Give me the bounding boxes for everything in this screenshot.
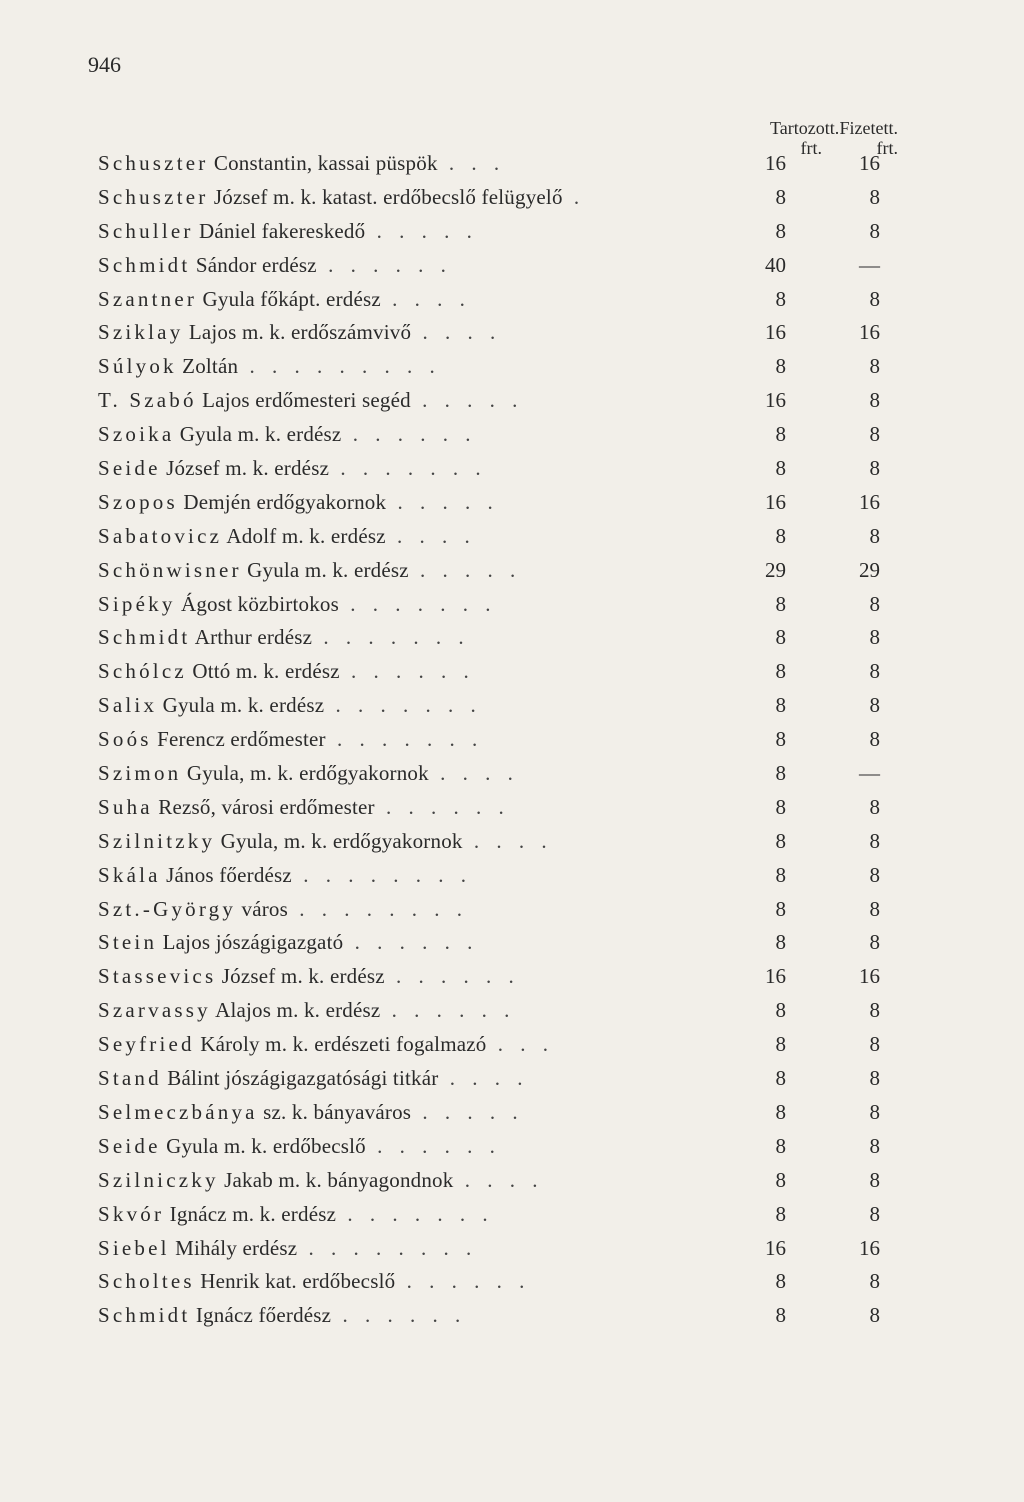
list-item (98, 1265, 898, 1299)
leader-dots: . . . . . . (316, 252, 452, 277)
entry-description: Gyula m. k. erdész (174, 422, 342, 447)
entry-description: Mihály erdész (169, 1235, 298, 1260)
entry-surname: Schuszter (98, 151, 209, 175)
list-item (98, 791, 898, 825)
entry-text (98, 1168, 778, 1193)
amount-owed: 8 (775, 591, 786, 616)
amount-owed: 8 (775, 1167, 786, 1192)
entry-text (98, 558, 778, 583)
leader-dots: . . . (437, 151, 506, 175)
entry-description: Dániel fakereskedő (193, 218, 366, 243)
entry-description: Ottó m. k. erdész (186, 659, 340, 684)
amount-owed: 16 (765, 1235, 786, 1260)
list-item (98, 1130, 898, 1164)
amount-owed: 8 (775, 1201, 786, 1226)
leader-dots: . . . . . . (343, 930, 479, 955)
amount-paid: 8 (869, 1099, 880, 1124)
list-item (98, 147, 898, 181)
entry-text (98, 625, 778, 650)
entry-text (98, 1066, 778, 1091)
amount-paid: 16 (859, 1235, 880, 1260)
list-item (98, 418, 898, 452)
amount-owed: 16 (765, 151, 786, 175)
entry-text (98, 1269, 778, 1294)
amount-paid: 8 (869, 862, 880, 887)
entry-text (98, 1303, 778, 1328)
entry-description: Ignácz főerdész (190, 1303, 332, 1328)
entry-text (98, 490, 778, 515)
entry-text (98, 829, 778, 854)
entry-text (98, 354, 778, 379)
entry-description: József m. k. katast. erdőbecslő felügyelő (208, 184, 563, 209)
list-item (98, 926, 898, 960)
entry-surname: Szoika (98, 422, 175, 447)
amount-paid: 8 (869, 1269, 880, 1294)
entry-text (98, 761, 778, 786)
leader-dots: . . . . . (365, 218, 478, 243)
entry-description: Constantin, kassai püspök (208, 151, 438, 175)
list-item (98, 1232, 898, 1266)
leader-dots: . . . . . . (384, 964, 520, 989)
leader-dots: . . . . . (386, 489, 499, 514)
list-item (98, 859, 898, 893)
entry-description: Jakab m. k. bányagondnok (218, 1167, 454, 1192)
amount-owed: 16 (765, 964, 786, 989)
amount-owed: 40 (765, 252, 786, 277)
entry-surname: Suha (98, 794, 153, 819)
entry-surname: Szt.-György (98, 896, 237, 921)
amount-owed: 8 (775, 761, 786, 786)
list-item (98, 1198, 898, 1232)
entry-description: Lajos jószágigazgató (157, 930, 344, 955)
entry-surname: Szilniczky (98, 1167, 219, 1192)
leader-dots: . . . (486, 1032, 554, 1057)
entry-surname: Schuller (98, 218, 194, 243)
amount-owed: 8 (775, 998, 786, 1023)
entry-surname: Seide (98, 456, 161, 481)
entry-surname: Szilnitzky (98, 828, 216, 853)
list-item (98, 723, 898, 757)
list-item (98, 825, 898, 859)
entry-text (98, 693, 778, 718)
list-item (98, 181, 898, 215)
amount-owed: 8 (775, 1032, 786, 1057)
entry-description: Adolf m. k. erdész (222, 523, 386, 548)
leader-dots: . . . . (462, 828, 553, 853)
entry-surname: Schuszter (98, 184, 209, 209)
entry-description: Gyula, m. k. erdőgyakornok (181, 761, 429, 786)
list-item (98, 994, 898, 1028)
entry-surname: Szimon (98, 761, 182, 786)
entry-text (98, 320, 778, 345)
amount-paid: 8 (869, 896, 880, 921)
amount-paid: 8 (869, 184, 880, 209)
entry-description: Gyula m. k. erdész (241, 557, 409, 582)
list-item (98, 655, 898, 689)
amount-paid: 8 (869, 286, 880, 311)
amount-paid: 8 (869, 625, 880, 650)
list-item (98, 1164, 898, 1198)
amount-paid: 8 (869, 1133, 880, 1158)
leader-dots: . . . . . . . (324, 693, 482, 718)
entry-description: Gyula főkápt. erdész (197, 286, 381, 311)
amount-owed: 8 (775, 456, 786, 481)
column-paid-label: Fizetett. (839, 118, 898, 138)
entry-description: János főerdész (160, 862, 292, 887)
entry-text (98, 1202, 778, 1227)
entry-surname: Sabatovicz (98, 523, 223, 548)
entry-description: József m. k. erdész (160, 456, 330, 481)
column-paid-unit: frt. (876, 138, 898, 158)
amount-paid: 8 (869, 1167, 880, 1192)
column-owed-label: Tartozott. (770, 118, 840, 138)
entry-description: Ferencz erdőmester (151, 727, 326, 752)
list-item (98, 1028, 898, 1062)
entry-text (98, 287, 778, 312)
entry-surname: Schólcz (98, 659, 187, 684)
entry-text (98, 1134, 778, 1159)
amount-owed: 8 (775, 286, 786, 311)
list-item (98, 960, 898, 994)
amount-owed: 8 (775, 659, 786, 684)
leader-dots: . . . . (438, 1066, 529, 1091)
entry-description: Zoltán (176, 354, 239, 379)
leader-dots: . . . . . . . (312, 625, 470, 650)
amount-owed: 8 (775, 1066, 786, 1091)
entry-text (98, 795, 778, 820)
entry-text (98, 659, 778, 684)
entry-surname: Szopos (98, 489, 178, 514)
amount-paid: 29 (859, 557, 880, 582)
amount-paid: 8 (869, 727, 880, 752)
amount-paid: — (859, 761, 880, 786)
entry-text (98, 727, 778, 752)
amount-paid: 8 (869, 422, 880, 447)
entry-description: Henrik kat. erdőbecslő (194, 1269, 396, 1294)
amount-owed: 8 (775, 794, 786, 819)
entry-text (98, 897, 778, 922)
entry-surname: Sipéky (98, 591, 176, 616)
entry-description: Ignácz m. k. erdész (164, 1201, 337, 1226)
entry-description: Alajos m. k. erdész (210, 998, 381, 1023)
amount-paid: 16 (859, 320, 880, 345)
amount-paid: 8 (869, 1303, 880, 1328)
amount-paid: 8 (869, 1066, 880, 1091)
entry-surname: Súlyok (98, 354, 177, 379)
entry-text (98, 524, 778, 549)
entry-description: Lajos m. k. erdőszámvivő (183, 320, 412, 345)
amount-owed: 16 (765, 320, 786, 345)
entry-surname: Schmidt (98, 625, 191, 650)
leader-dots: . . . . . (408, 557, 522, 582)
member-list (98, 147, 898, 1333)
amount-paid: 8 (869, 998, 880, 1023)
entry-surname: Szantner (98, 286, 198, 311)
entry-surname: Seyfried (98, 1032, 195, 1057)
list-item (98, 893, 898, 927)
list-item (98, 350, 898, 384)
list-item (98, 249, 898, 283)
entry-surname: Seide (98, 1133, 161, 1158)
entry-description: sz. k. bányaváros (257, 1099, 412, 1124)
list-item (98, 316, 898, 350)
entry-description: Lajos erdőmesteri segéd (196, 388, 411, 413)
entry-description: Bálint jószágigazgatósági titkár (161, 1066, 439, 1091)
leader-dots: . . . . (385, 523, 476, 548)
entry-surname: Scholtes (98, 1269, 195, 1294)
list-item (98, 588, 898, 622)
entry-description: Ágost közbirtokos (175, 591, 339, 616)
entry-surname: Stein (98, 930, 158, 955)
amount-paid: 8 (869, 693, 880, 718)
amount-owed: 8 (775, 218, 786, 243)
entry-description: József m. k. erdész (216, 964, 385, 989)
list-item (98, 757, 898, 791)
leader-dots: . . . . (428, 761, 519, 786)
amount-owed: 8 (775, 523, 786, 548)
leader-dots: . . . . . . . (325, 727, 484, 752)
entry-surname: Siebel (98, 1235, 170, 1260)
amount-paid: 8 (869, 794, 880, 819)
amount-owed: 16 (765, 489, 786, 514)
leader-dots: . . . . . . . . (291, 862, 472, 887)
entry-text (98, 998, 778, 1023)
leader-dots: . . . . . . . . . (238, 354, 441, 379)
amount-owed: 8 (775, 184, 786, 209)
leader-dots: . . . . . . (339, 659, 475, 684)
list-item (98, 1299, 898, 1333)
list-item (98, 520, 898, 554)
entry-surname: Schmidt (98, 1303, 191, 1328)
entry-surname: Szarvassy (98, 998, 211, 1023)
amount-owed: 8 (775, 828, 786, 853)
amount-owed: 8 (775, 1133, 786, 1158)
entry-surname: Salix (98, 693, 158, 718)
entry-description: Károly m. k. erdészeti fogalmazó (194, 1032, 487, 1057)
amount-owed: 8 (775, 1099, 786, 1124)
page-number: 946 (88, 52, 121, 77)
entry-text (98, 1032, 778, 1057)
amount-paid: 8 (869, 218, 880, 243)
leader-dots: . . . . . . (380, 998, 516, 1023)
list-item (98, 689, 898, 723)
amount-owed: 8 (775, 896, 786, 921)
entry-text (98, 151, 778, 176)
entry-description: Rezső, városi erdőmester (152, 794, 375, 819)
entry-description: Sándor erdész (190, 252, 317, 277)
column-owed-unit: frt. (800, 138, 822, 158)
amount-paid: 8 (869, 828, 880, 853)
entry-text (98, 1236, 778, 1261)
amount-paid: 8 (869, 354, 880, 379)
leader-dots: . . . . . (411, 1099, 524, 1124)
list-item (98, 621, 898, 655)
amount-paid: 8 (869, 523, 880, 548)
leader-dots: . (562, 184, 586, 209)
list-item (98, 554, 898, 588)
list-item (98, 1096, 898, 1130)
list-item (98, 1062, 898, 1096)
list-item (98, 486, 898, 520)
entry-description: város (236, 896, 288, 921)
entry-surname: Stand (98, 1066, 162, 1091)
amount-paid: 8 (869, 388, 880, 413)
amount-paid: 8 (869, 659, 880, 684)
list-item (98, 283, 898, 317)
leader-dots: . . . . (380, 286, 471, 311)
entry-text (98, 930, 778, 955)
entry-text (98, 422, 778, 447)
leader-dots: . . . . . . (395, 1269, 531, 1294)
entry-surname: Schmidt (98, 252, 191, 277)
leader-dots: . . . . . . . (336, 1201, 494, 1226)
entry-surname: Soós (98, 727, 152, 752)
leader-dots: . . . . (411, 320, 502, 345)
entry-description: Gyula m. k. erdőbecslő (160, 1133, 366, 1158)
amount-owed: 8 (775, 1303, 786, 1328)
leader-dots: . . . . . (410, 388, 524, 413)
leader-dots: . . . . . . . . (297, 1235, 478, 1260)
entry-text (98, 219, 778, 244)
entry-text (98, 456, 778, 481)
entry-surname: Skála (98, 862, 161, 887)
amount-owed: 29 (765, 557, 786, 582)
list-item (98, 215, 898, 249)
entry-text (98, 388, 778, 413)
list-item (98, 384, 898, 418)
amount-owed: 8 (775, 625, 786, 650)
amount-owed: 8 (775, 930, 786, 955)
amount-paid: — (859, 252, 880, 277)
entry-text (98, 253, 778, 278)
amount-paid: 8 (869, 591, 880, 616)
amount-owed: 16 (765, 388, 786, 413)
entry-description: Gyula, m. k. erdőgyakornok (215, 828, 463, 853)
entry-description: Demjén erdőgyakornok (177, 489, 387, 514)
entry-text (98, 592, 778, 617)
leader-dots: . . . . . . (374, 794, 510, 819)
amount-paid: 16 (859, 964, 880, 989)
amount-paid: 8 (869, 456, 880, 481)
leader-dots: . . . . . . (341, 422, 477, 447)
entry-description: Gyula m. k. erdész (157, 693, 325, 718)
leader-dots: . . . . . . . (338, 591, 497, 616)
leader-dots: . . . . . . . . (288, 896, 468, 921)
amount-owed: 8 (775, 1269, 786, 1294)
entry-description: Arthur erdész (190, 625, 313, 650)
entry-surname: Skvór (98, 1201, 165, 1226)
amount-paid: 8 (869, 1032, 880, 1057)
list-item (98, 452, 898, 486)
amount-paid: 16 (859, 489, 880, 514)
entry-surname: Selmeczbánya (98, 1099, 258, 1124)
entry-text (98, 863, 778, 888)
amount-owed: 8 (775, 727, 786, 752)
entry-surname: T. Szabó (98, 388, 197, 413)
leader-dots: . . . . . . . (329, 456, 487, 481)
amount-paid: 8 (869, 1201, 880, 1226)
entry-text (98, 964, 778, 989)
leader-dots: . . . . (453, 1167, 544, 1192)
entry-surname: Schönwisner (98, 557, 242, 582)
amount-paid: 16 (859, 151, 880, 175)
amount-owed: 8 (775, 862, 786, 887)
leader-dots: . . . . . . (365, 1133, 501, 1158)
entry-surname: Stassevics (98, 964, 217, 989)
amount-owed: 8 (775, 354, 786, 379)
amount-owed: 8 (775, 693, 786, 718)
entry-surname: Sziklay (98, 320, 184, 345)
leader-dots: . . . . . . (331, 1303, 467, 1328)
entry-text (98, 1100, 778, 1125)
amount-owed: 8 (775, 422, 786, 447)
amount-paid: 8 (869, 930, 880, 955)
entry-text (98, 185, 778, 210)
